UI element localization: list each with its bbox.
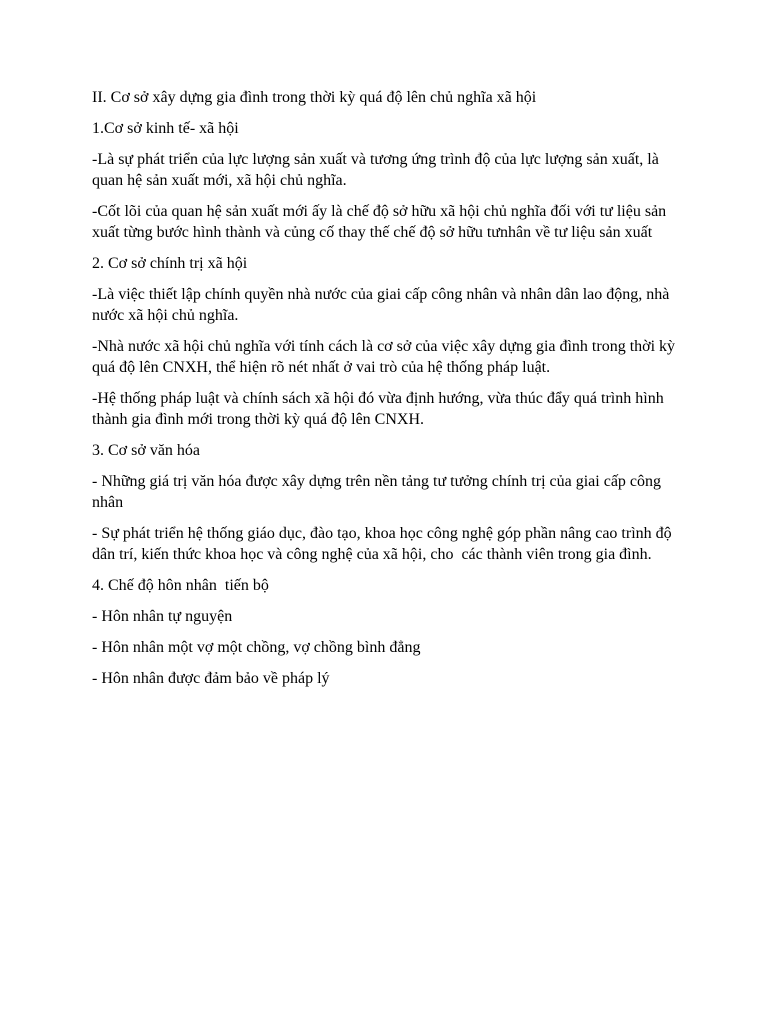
paragraph: -Cốt lõi của quan hệ sản xuất mới ấy là chế độ sở hữu xã hội chủ nghĩa đối với tư liệu sản xuất từng bước hình thành và củng cố thay thế chế độ sở hữu tưnhân về tư liệu sản xuất <box>92 203 671 241</box>
subsection-heading-4: 4. Chế độ hôn nhân tiến bộ <box>92 577 269 594</box>
subsection-heading-1: 1.Cơ sở kinh tế- xã hội <box>92 120 239 137</box>
list-item: - Hôn nhân tự nguyện <box>92 608 233 625</box>
paragraph: - Sự phát triển hệ thống giáo dục, đào tạo, khoa học công nghệ góp phần nâng cao trình độ dân trí, kiến thức khoa học và công nghệ của xã hội, cho các thành viên trong gia đình. <box>92 525 676 563</box>
paragraph: -Là sự phát triển của lực lượng sản xuất và tương ứng trình độ của lực lượng sản xuất, là quan hệ sản xuất mới, xã hội chủ nghĩa. <box>92 151 663 189</box>
list-item: - Hôn nhân một vợ một chồng, vợ chồng bình đẳng <box>92 639 421 656</box>
paragraph: -Là việc thiết lập chính quyền nhà nước của giai cấp công nhân và nhân dân lao động, nhà nước xã hội chủ nghĩa. <box>92 286 674 324</box>
subsection-heading-2: 2. Cơ sở chính trị xã hội <box>92 255 248 272</box>
subsection-heading-3: 3. Cơ sở văn hóa <box>92 442 201 459</box>
document-body <box>92 87 682 699</box>
paragraph: -Nhà nước xã hội chủ nghĩa với tính cách là cơ sở của việc xây dựng gia đình trong thời kỳ quá độ lên CNXH, thể hiện rõ nét nhất ở vai trò của hệ thống pháp luật. <box>92 338 680 376</box>
paragraph: - Những giá trị văn hóa được xây dựng trên nền tảng tư tưởng chính trị của giai cấp công nhân <box>92 473 666 511</box>
list-item: - Hôn nhân được đảm bảo về pháp lý <box>92 670 330 687</box>
section-heading-ii: II. Cơ sở xây dựng gia đình trong thời kỳ quá độ lên chủ nghĩa xã hội <box>92 89 537 106</box>
paragraph: -Hệ thống pháp luật và chính sách xã hội đó vừa định hướng, vừa thúc đẩy quá trình hình thành gia đình mới trong thời kỳ quá độ lên CNXH. <box>92 390 668 428</box>
